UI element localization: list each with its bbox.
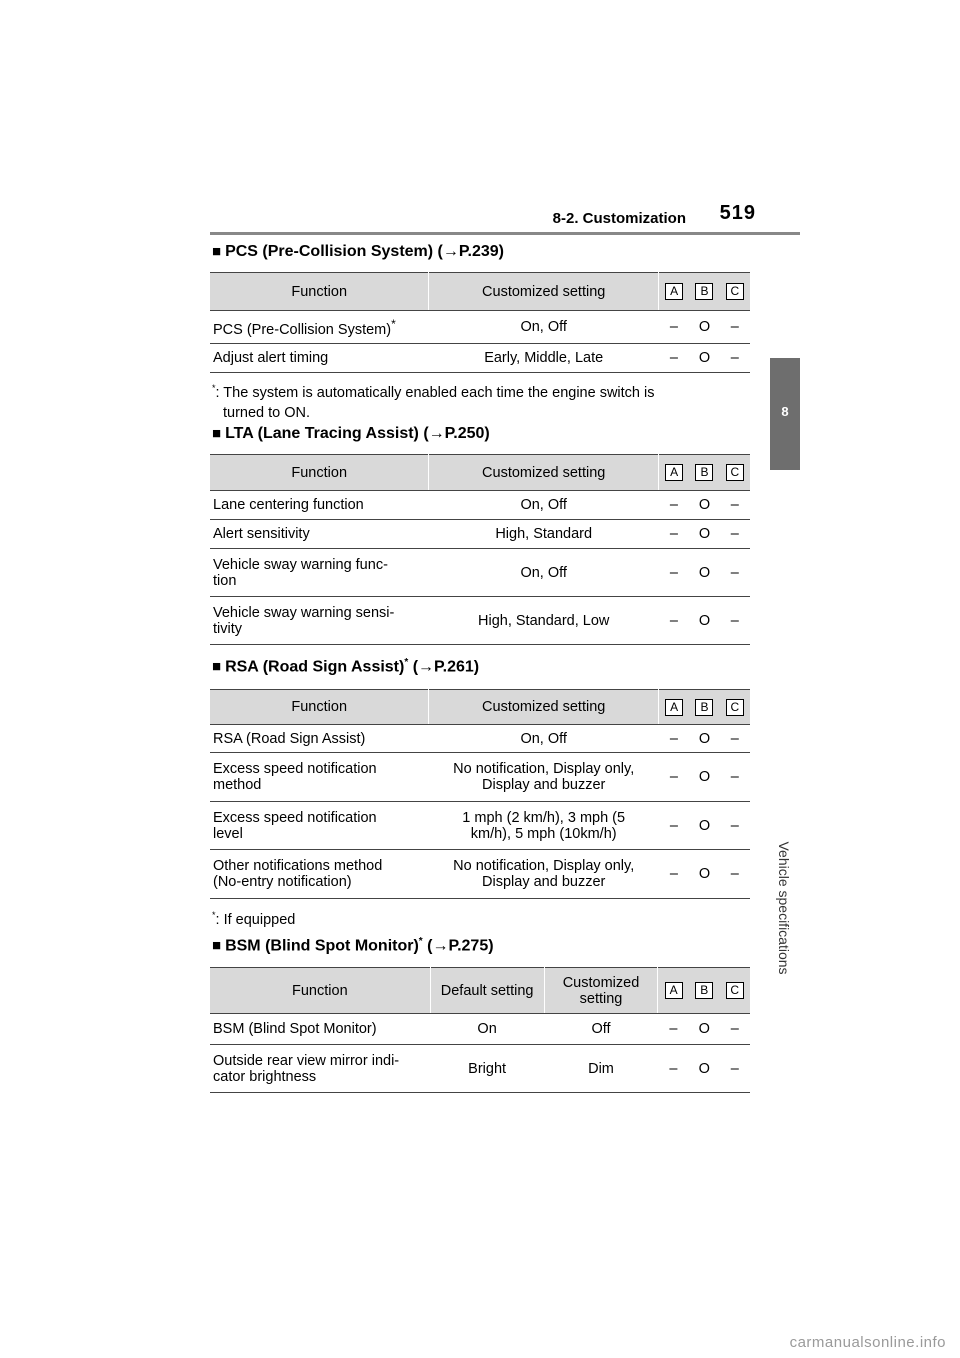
mark-a: – (658, 1014, 689, 1045)
mark-b: O (689, 491, 719, 520)
col-a: A (658, 273, 689, 311)
col-function: Function (210, 273, 429, 311)
page-header (210, 200, 800, 236)
function-cell: Adjust alert timing (210, 344, 429, 373)
col-b: B (689, 273, 719, 311)
table-header-row (210, 273, 750, 311)
table-header-row (210, 455, 750, 491)
mark-a: – (658, 311, 689, 344)
function-cell: Vehicle sway warning sensi- tivity (210, 597, 429, 645)
table-row (210, 491, 750, 520)
default-cell: Bright (430, 1045, 544, 1093)
table-header-row (210, 968, 750, 1014)
function-cell: Lane centering function (210, 491, 429, 520)
rsa-table (210, 689, 750, 899)
mark-a: – (658, 850, 689, 899)
col-function: Function (210, 968, 430, 1014)
table-row (210, 850, 750, 899)
mark-a: – (658, 725, 689, 753)
mark-c: – (720, 802, 750, 850)
chapter-label-text: Vehicle specifications (776, 841, 792, 975)
page-number: 519 (719, 202, 756, 224)
setting-cell: On, Off (429, 311, 659, 344)
col-customized: Customized setting (429, 690, 659, 725)
setting-cell: Off (544, 1014, 658, 1045)
mark-a: – (658, 802, 689, 850)
watermark: carmanualsonline.info (789, 1334, 946, 1351)
mark-b: O (689, 1014, 720, 1045)
rsa-footnote: *: If equipped (212, 910, 296, 928)
col-b: B (689, 690, 719, 725)
mark-a: – (658, 549, 689, 597)
col-c: C (720, 273, 750, 311)
lta-section-title: ■ LTA (Lane Tracing Assist) (→P.250) (212, 425, 490, 442)
header-rule (210, 232, 800, 235)
setting-cell: On, Off (429, 549, 659, 597)
setting-cell: Early, Middle, Late (429, 344, 659, 373)
setting-cell: On, Off (429, 725, 659, 753)
setting-cell: No notification, Display only, Display and buzzer (429, 753, 659, 802)
table-row (210, 753, 750, 802)
mark-b: O (689, 802, 719, 850)
setting-cell: High, Standard (429, 520, 659, 549)
table-row (210, 725, 750, 753)
mark-b: O (689, 597, 719, 645)
col-c: C (719, 968, 750, 1014)
mark-b: O (689, 344, 719, 373)
setting-cell: No notification, Display only, Display and buzzer (429, 850, 659, 899)
col-a: A (658, 690, 689, 725)
setting-cell: Dim (544, 1045, 658, 1093)
mark-a: – (658, 344, 689, 373)
function-cell: Excess speed notification level (210, 802, 429, 850)
col-default: Default setting (430, 968, 544, 1014)
setting-cell: High, Standard, Low (429, 597, 659, 645)
bsm-table (210, 967, 750, 1093)
lta-table (210, 454, 750, 645)
table-row (210, 1045, 750, 1093)
mark-a: – (658, 597, 689, 645)
pcs-section-title: ■ PCS (Pre-Collision System) (→P.239) (212, 243, 504, 260)
mark-c: – (720, 850, 750, 899)
table-row (210, 520, 750, 549)
table-row (210, 549, 750, 597)
mark-b: O (689, 549, 719, 597)
col-c: C (720, 455, 750, 491)
setting-cell: 1 mph (2 km/h), 3 mph (5 km/h), 5 mph (10km/h) (429, 802, 659, 850)
square-bullet-icon: ■ (212, 425, 222, 442)
setting-cell: On, Off (429, 491, 659, 520)
mark-b: O (689, 311, 719, 344)
square-bullet-icon: ■ (212, 937, 222, 955)
mark-b: O (689, 850, 719, 899)
mark-c: – (720, 725, 750, 753)
table-row (210, 1014, 750, 1045)
default-cell: On (430, 1014, 544, 1045)
table-header-row (210, 690, 750, 725)
mark-c: – (720, 597, 750, 645)
function-cell: BSM (Blind Spot Monitor) (210, 1014, 430, 1045)
function-cell: Excess speed notification method (210, 753, 429, 802)
col-function: Function (210, 455, 429, 491)
mark-b: O (689, 1045, 720, 1093)
table-row (210, 597, 750, 645)
col-b: B (689, 455, 719, 491)
square-bullet-icon: ■ (212, 243, 222, 260)
mark-c: – (719, 1045, 750, 1093)
mark-a: – (658, 753, 689, 802)
function-cell: Alert sensitivity (210, 520, 429, 549)
function-cell: Vehicle sway warning func- tion (210, 549, 429, 597)
square-bullet-icon: ■ (212, 658, 222, 676)
mark-c: – (720, 753, 750, 802)
col-customized: Customized setting (429, 273, 659, 311)
col-c: C (720, 690, 750, 725)
function-cell: PCS (Pre-Collision System)* (210, 311, 429, 344)
function-cell: Outside rear view mirror indi- cator brightness (210, 1045, 430, 1093)
bsm-section-title: ■ BSM (Blind Spot Monitor)* (→P.275) (212, 936, 494, 955)
pcs-table (210, 272, 750, 373)
mark-b: O (689, 520, 719, 549)
mark-c: – (720, 344, 750, 373)
pcs-footnote: *: The system is automatically enabled each time the engine switch is turned to ON. (212, 383, 655, 421)
rsa-section-title: ■ RSA (Road Sign Assist)* (→P.261) (212, 657, 480, 676)
table-row (210, 311, 750, 344)
mark-c: – (720, 549, 750, 597)
mark-c: – (719, 1014, 750, 1045)
mark-c: – (720, 311, 750, 344)
mark-a: – (658, 520, 689, 549)
mark-a: – (658, 1045, 689, 1093)
mark-c: – (720, 520, 750, 549)
chapter-tab (770, 358, 800, 470)
function-cell: RSA (Road Sign Assist) (210, 725, 429, 753)
col-b: B (689, 968, 720, 1014)
col-customized: Customized setting (429, 455, 659, 491)
col-a: A (658, 968, 689, 1014)
table-row (210, 344, 750, 373)
mark-b: O (689, 725, 719, 753)
mark-b: O (689, 753, 719, 802)
table-row (210, 802, 750, 850)
col-customized: Customized setting (544, 968, 658, 1014)
mark-a: – (658, 491, 689, 520)
col-function: Function (210, 690, 429, 725)
section-heading: 8-2. Customization (552, 210, 686, 227)
function-cell: Other notifications method (No-entry notification) (210, 850, 429, 899)
col-a: A (658, 455, 689, 491)
chapter-number: 8 (781, 404, 789, 419)
mark-c: – (720, 491, 750, 520)
